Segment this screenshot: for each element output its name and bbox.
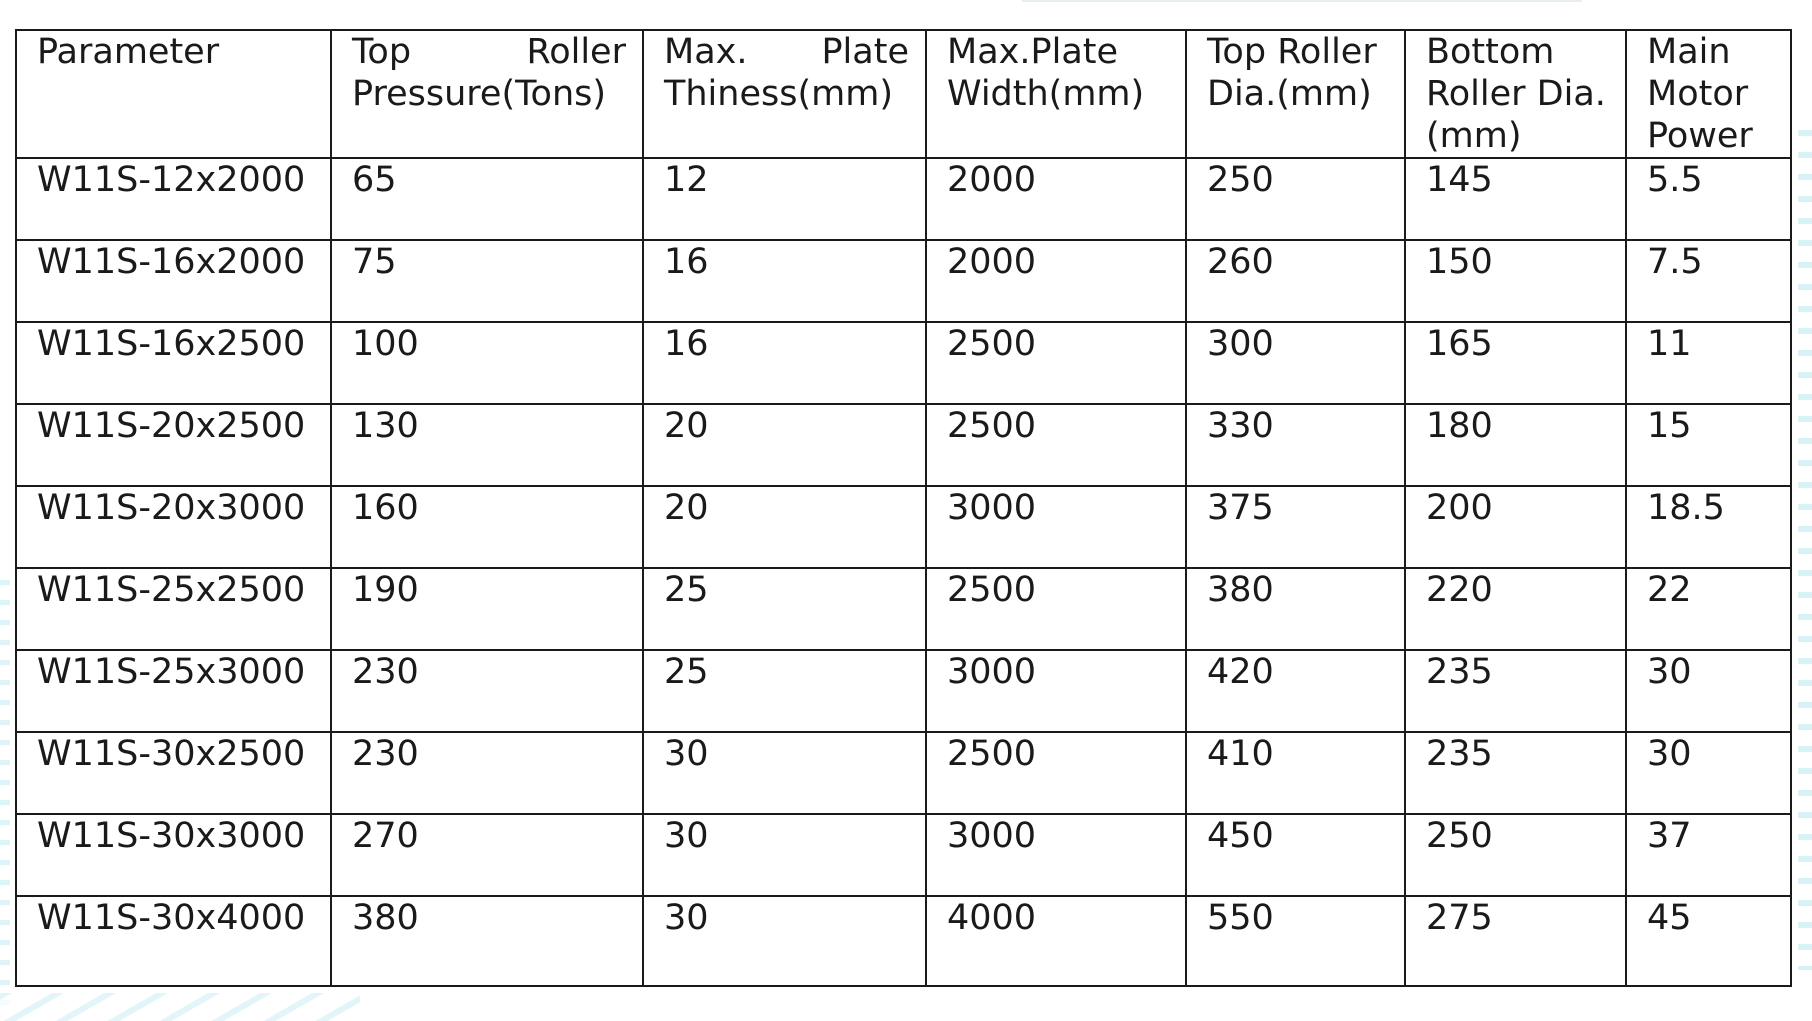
- cell-top-roller-dia: 410: [1186, 732, 1405, 814]
- cell-max-plate-thiness: 25: [643, 568, 926, 650]
- cell-model: W11S-30x3000: [16, 814, 331, 896]
- cell-bottom-roller-dia: 165: [1405, 322, 1626, 404]
- left-decoration-stripes: [0, 580, 10, 1020]
- table-row: [16, 158, 1791, 240]
- cell-top-roller-pressure: 130: [331, 404, 643, 486]
- cell-top-roller-pressure: 230: [331, 732, 643, 814]
- cell-top-roller-pressure: 380: [331, 896, 643, 986]
- cell-top-roller-pressure: 65: [331, 158, 643, 240]
- cell-max-plate-width: 3000: [926, 650, 1186, 732]
- cell-max-plate-width: 3000: [926, 486, 1186, 568]
- cell-max-plate-width: 2000: [926, 158, 1186, 240]
- cell-model: W11S-16x2000: [16, 240, 331, 322]
- cell-model: W11S-30x4000: [16, 896, 331, 986]
- table-row: [16, 240, 1791, 322]
- header-main-motor-power: Main Motor Power: [1626, 30, 1791, 158]
- cell-bottom-roller-dia: 235: [1405, 650, 1626, 732]
- cell-max-plate-thiness: 30: [643, 896, 926, 986]
- cell-top-roller-dia: 260: [1186, 240, 1405, 322]
- cell-main-motor-power: 30: [1626, 650, 1791, 732]
- cell-max-plate-thiness: 16: [643, 240, 926, 322]
- cell-main-motor-power: 5.5: [1626, 158, 1791, 240]
- cell-max-plate-thiness: 25: [643, 650, 926, 732]
- cell-top-roller-dia: 375: [1186, 486, 1405, 568]
- cell-top-roller-pressure: 270: [331, 814, 643, 896]
- table-row: [16, 896, 1791, 986]
- cell-top-roller-dia: 380: [1186, 568, 1405, 650]
- cell-top-roller-pressure: 100: [331, 322, 643, 404]
- cell-max-plate-thiness: 30: [643, 732, 926, 814]
- cell-main-motor-power: 37: [1626, 814, 1791, 896]
- cell-max-plate-thiness: 30: [643, 814, 926, 896]
- header-max-plate-thiness: Max. Plate Thiness(mm): [643, 30, 926, 158]
- top-decoration-line: [1022, 0, 1582, 2]
- cell-model: W11S-25x3000: [16, 650, 331, 732]
- header-parameter: Parameter: [16, 30, 331, 158]
- table-row: [16, 814, 1791, 896]
- cell-max-plate-thiness: 12: [643, 158, 926, 240]
- cell-max-plate-width: 2500: [926, 322, 1186, 404]
- cell-top-roller-dia: 420: [1186, 650, 1405, 732]
- cell-max-plate-width: 4000: [926, 896, 1186, 986]
- cell-top-roller-dia: 300: [1186, 322, 1405, 404]
- cell-max-plate-thiness: 20: [643, 486, 926, 568]
- cell-main-motor-power: 11: [1626, 322, 1791, 404]
- cell-main-motor-power: 7.5: [1626, 240, 1791, 322]
- cell-bottom-roller-dia: 235: [1405, 732, 1626, 814]
- cell-bottom-roller-dia: 145: [1405, 158, 1626, 240]
- cell-max-plate-width: 3000: [926, 814, 1186, 896]
- cell-top-roller-dia: 250: [1186, 158, 1405, 240]
- cell-model: W11S-25x2500: [16, 568, 331, 650]
- cell-main-motor-power: 18.5: [1626, 486, 1791, 568]
- cell-bottom-roller-dia: 275: [1405, 896, 1626, 986]
- table-row: [16, 404, 1791, 486]
- header-bottom-roller-dia: Bottom Roller Dia.(mm): [1405, 30, 1626, 158]
- table-row: [16, 486, 1791, 568]
- cell-model: W11S-20x2500: [16, 404, 331, 486]
- header-row: [16, 30, 1791, 158]
- cell-model: W11S-16x2500: [16, 322, 331, 404]
- cell-top-roller-pressure: 190: [331, 568, 643, 650]
- cell-top-roller-pressure: 75: [331, 240, 643, 322]
- header-top-roller-pressure: Top Roller Pressure(Tons): [331, 30, 643, 158]
- cell-max-plate-width: 2500: [926, 404, 1186, 486]
- cell-max-plate-width: 2500: [926, 732, 1186, 814]
- table-row: [16, 650, 1791, 732]
- cell-model: W11S-20x3000: [16, 486, 331, 568]
- cell-top-roller-dia: 330: [1186, 404, 1405, 486]
- cell-bottom-roller-dia: 250: [1405, 814, 1626, 896]
- right-decoration-stripes: [1798, 130, 1812, 970]
- cell-max-plate-width: 2500: [926, 568, 1186, 650]
- table-row: [16, 322, 1791, 404]
- cell-top-roller-dia: 450: [1186, 814, 1405, 896]
- cell-bottom-roller-dia: 220: [1405, 568, 1626, 650]
- cell-top-roller-pressure: 230: [331, 650, 643, 732]
- cell-bottom-roller-dia: 200: [1405, 486, 1626, 568]
- cell-top-roller-pressure: 160: [331, 486, 643, 568]
- cell-bottom-roller-dia: 150: [1405, 240, 1626, 322]
- header-top-roller-dia: Top Roller Dia.(mm): [1186, 30, 1405, 158]
- cell-max-plate-thiness: 20: [643, 404, 926, 486]
- specification-table: [15, 29, 1792, 987]
- header-max-plate-width: Max.Plate Width(mm): [926, 30, 1186, 158]
- cell-main-motor-power: 30: [1626, 732, 1791, 814]
- cell-main-motor-power: 22: [1626, 568, 1791, 650]
- cell-bottom-roller-dia: 180: [1405, 404, 1626, 486]
- cell-max-plate-width: 2000: [926, 240, 1186, 322]
- bottom-decoration-stripes: [0, 993, 360, 1021]
- cell-top-roller-dia: 550: [1186, 896, 1405, 986]
- table-row: [16, 568, 1791, 650]
- table-row: [16, 732, 1791, 814]
- cell-max-plate-thiness: 16: [643, 322, 926, 404]
- cell-model: W11S-30x2500: [16, 732, 331, 814]
- cell-main-motor-power: 45: [1626, 896, 1791, 986]
- cell-model: W11S-12x2000: [16, 158, 331, 240]
- cell-main-motor-power: 15: [1626, 404, 1791, 486]
